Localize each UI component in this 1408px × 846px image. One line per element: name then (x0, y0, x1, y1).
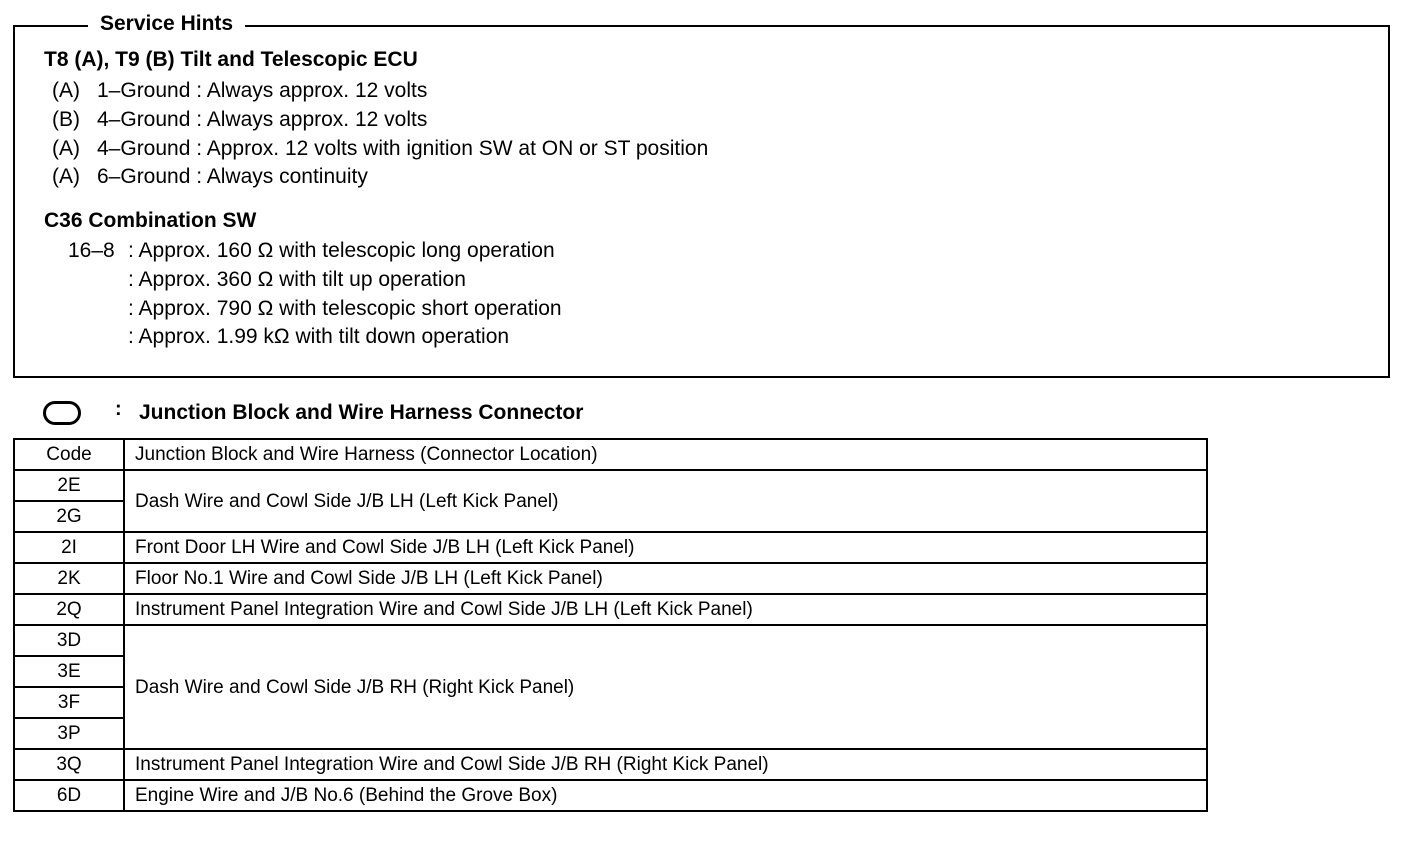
junction-block-table (13, 438, 1208, 812)
table-row (14, 780, 1207, 811)
description-cell: Engine Wire and J/B No.6 (Behind the Grove Box) (124, 780, 1207, 811)
code-cell: 3F (14, 687, 124, 718)
table-row (14, 532, 1207, 563)
code-cell: 3E (14, 656, 124, 687)
description-cell: Front Door LH Wire and Cowl Side J/B LH (Left Kick Panel) (124, 532, 1207, 563)
table-row (14, 470, 1207, 501)
service-hints-title: Service Hints (88, 11, 245, 37)
hint-text: 6–Ground : Always continuity (97, 165, 368, 188)
table-header-row (14, 439, 1207, 470)
code-header: Code (14, 439, 124, 470)
table-row (14, 563, 1207, 594)
table-row (14, 625, 1207, 656)
table-row (14, 749, 1207, 780)
hint-line (52, 136, 709, 162)
description-cell: Dash Wire and Cowl Side J/B RH (Right Kick Panel) (124, 625, 1207, 749)
code-cell: 2I (14, 532, 124, 563)
hint-line (52, 107, 428, 133)
code-cell: 2G (14, 501, 124, 532)
code-cell: 3D (14, 625, 124, 656)
hint-line (52, 78, 428, 104)
junction-block-title: Junction Block and Wire Harness Connector (139, 401, 584, 424)
connector-tag: (A) (52, 165, 80, 188)
resistance-line: : Approx. 790 Ω with telescopic short operation (128, 297, 562, 320)
code-cell: 6D (14, 780, 124, 811)
description-header: Junction Block and Wire Harness (Connector Location) (124, 439, 1207, 470)
hint-text: 4–Ground : Approx. 12 volts with ignition SW at ON or ST position (97, 137, 709, 160)
table-row (14, 594, 1207, 625)
legend-colon: : (115, 398, 122, 420)
description-cell: Instrument Panel Integration Wire and Cowl Side J/B LH (Left Kick Panel) (124, 594, 1207, 625)
combination-sw-heading: C36 Combination SW (44, 209, 257, 232)
description-cell: Floor No.1 Wire and Cowl Side J/B LH (Left Kick Panel) (124, 563, 1207, 594)
resistance-line: : Approx. 160 Ω with telescopic long operation (128, 239, 555, 262)
code-cell: 2E (14, 470, 124, 501)
hint-text: 4–Ground : Always approx. 12 volts (97, 108, 428, 131)
resistance-line: : Approx. 360 Ω with tilt up operation (128, 268, 466, 291)
hint-line (52, 164, 368, 190)
resistance-line: : Approx. 1.99 kΩ with tilt down operation (128, 325, 510, 348)
code-cell: 3P (14, 718, 124, 749)
description-cell: Dash Wire and Cowl Side J/B LH (Left Kick Panel) (124, 470, 1207, 532)
junction-block-symbol-icon (43, 401, 81, 425)
terminal-label: 16–8 (68, 239, 115, 262)
ecu-heading: T8 (A), T9 (B) Tilt and Telescopic ECU (44, 48, 418, 71)
connector-tag: (A) (52, 79, 80, 102)
connector-tag: (A) (52, 137, 80, 160)
code-cell: 2Q (14, 594, 124, 625)
code-cell: 3Q (14, 749, 124, 780)
description-cell: Instrument Panel Integration Wire and Cowl Side J/B RH (Right Kick Panel) (124, 749, 1207, 780)
hint-text: 1–Ground : Always approx. 12 volts (97, 79, 428, 102)
code-cell: 2K (14, 563, 124, 594)
connector-tag: (B) (52, 108, 80, 131)
